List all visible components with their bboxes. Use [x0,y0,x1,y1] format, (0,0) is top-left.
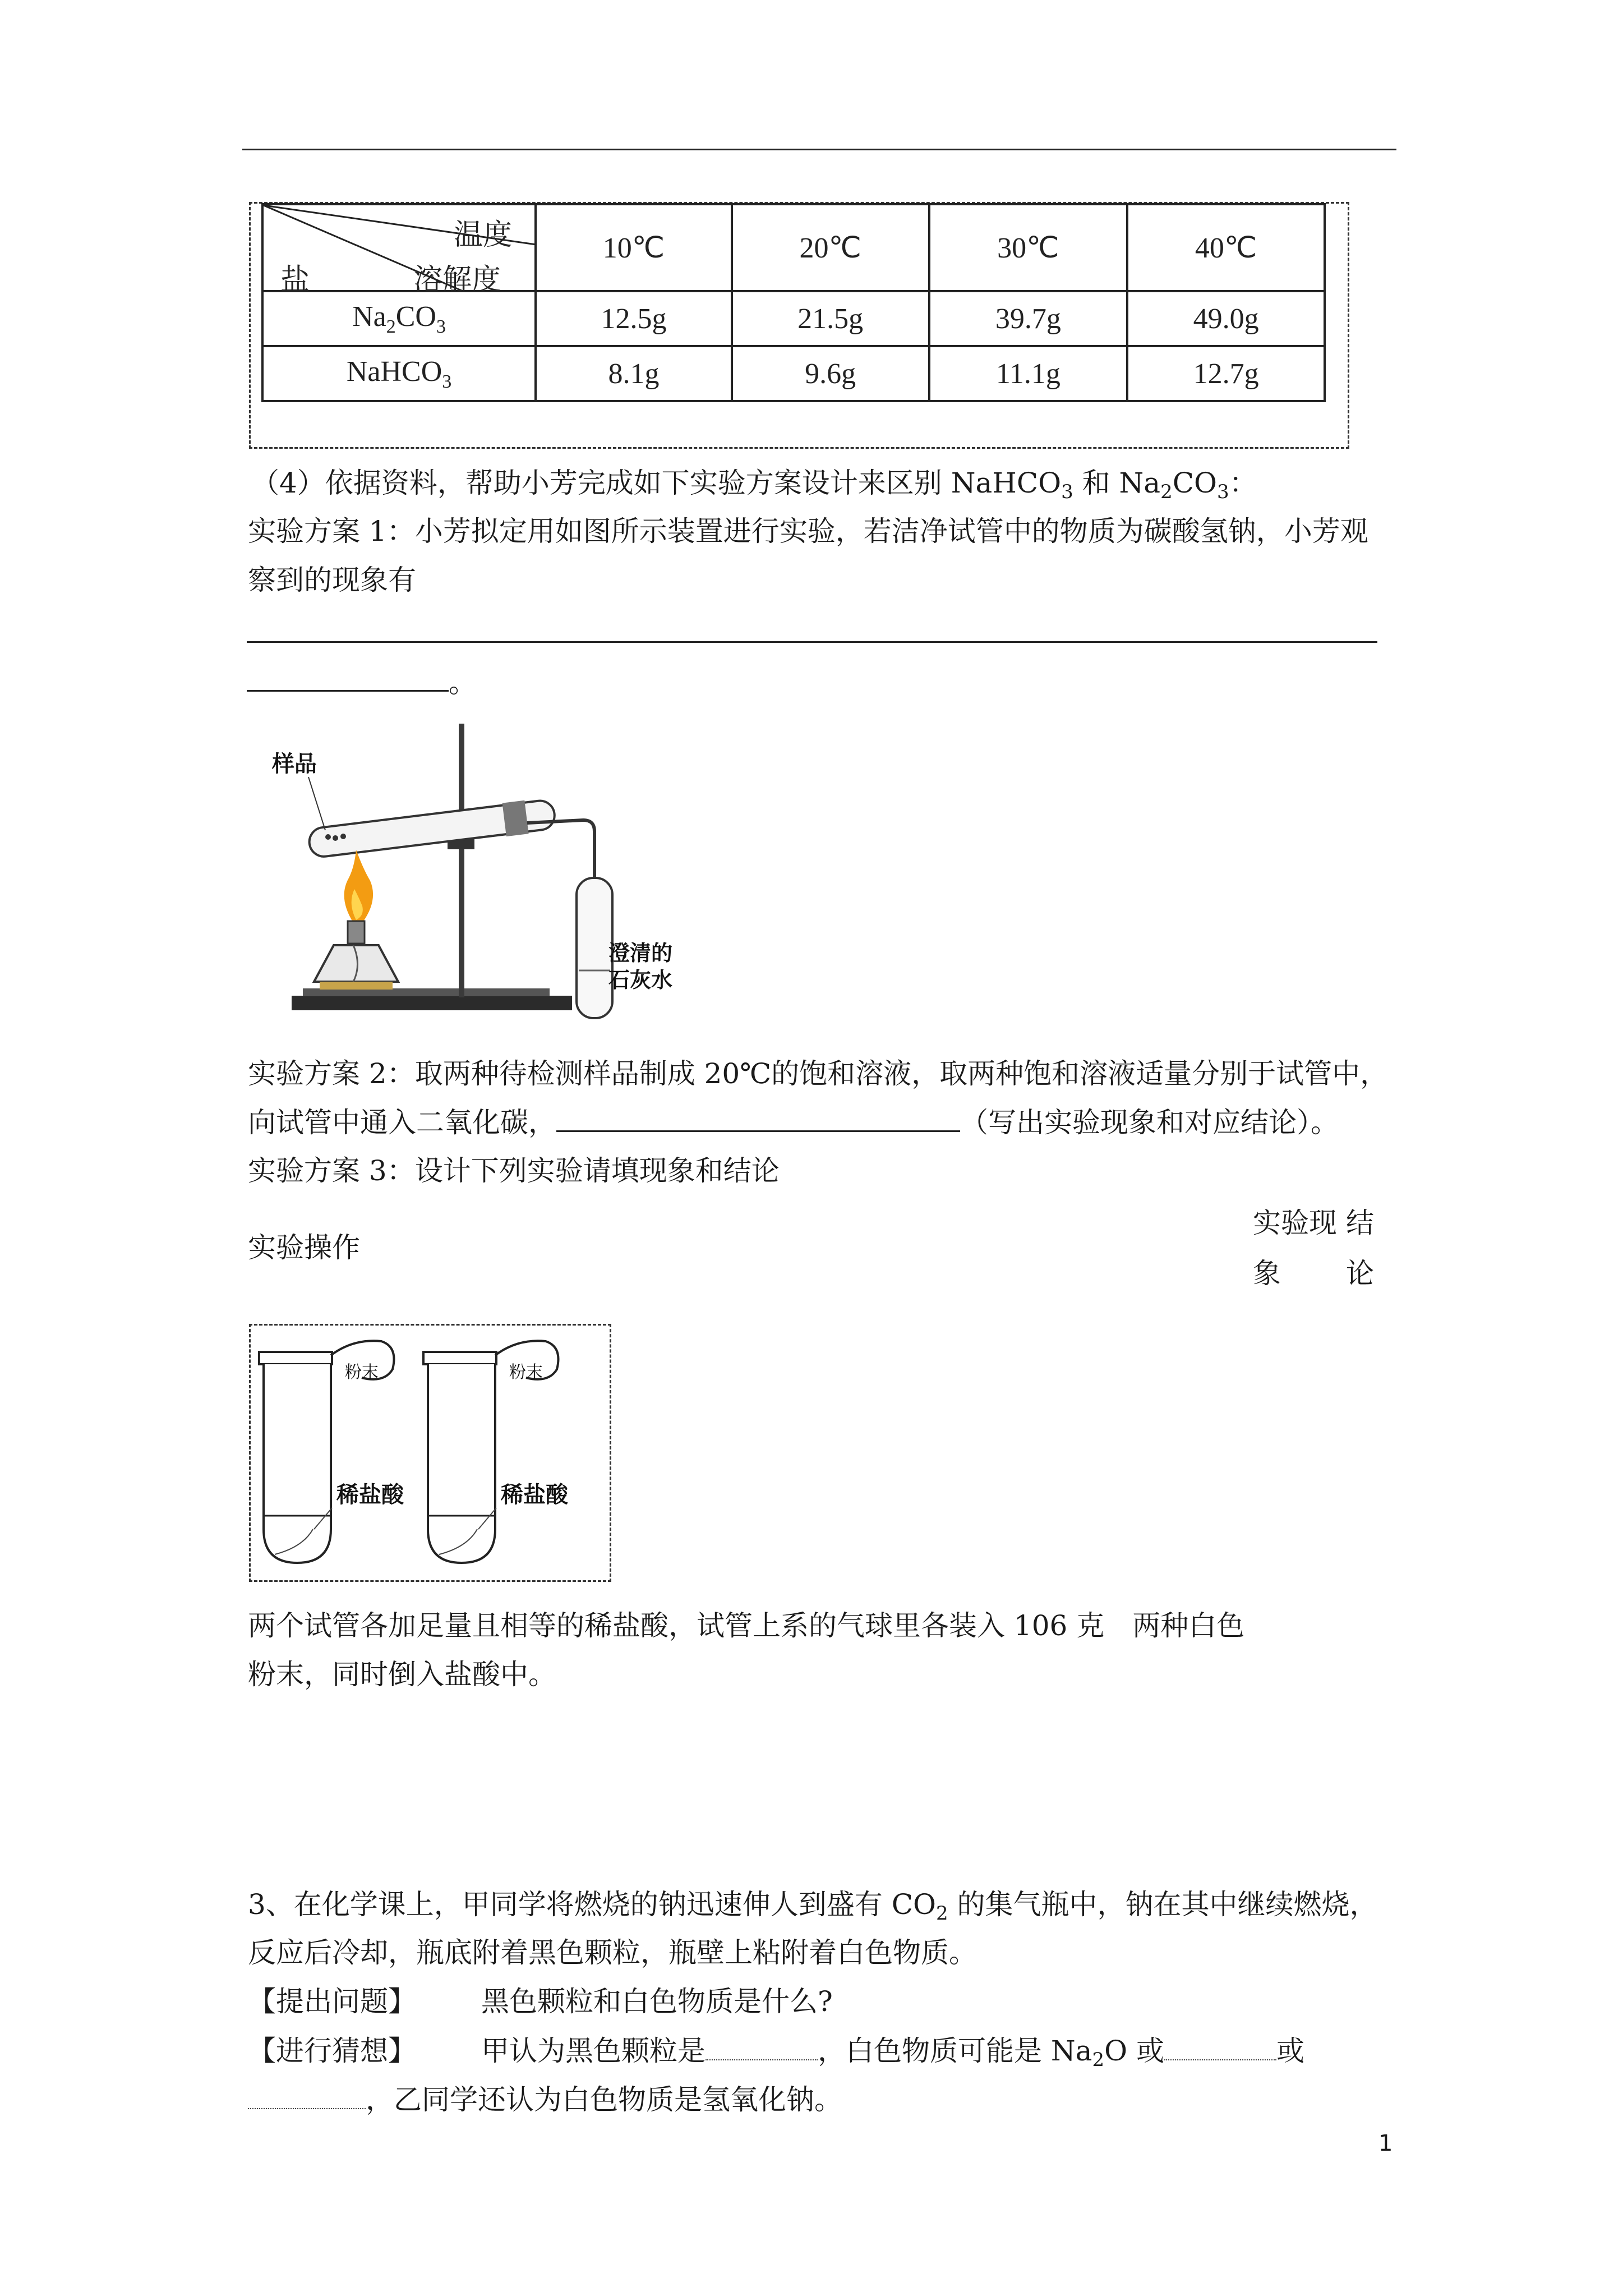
plan1-end-mark: 。 [449,666,477,699]
plan2-line2: 向试管中通入二氧化碳， （写出实验现象和对应结论）。 [248,1106,1339,1139]
header-phenomenon-2: 象 [1253,1257,1281,1290]
q3-question-text: 黑色颗粒和白色物质是什么? [481,1985,833,2018]
plan1-line2: 察到的现象有 [248,564,416,596]
temp-header: 40℃ [1127,204,1325,291]
solubility-table [261,203,1326,402]
q3-guess-text: 甲认为黑色颗粒是 ，白色物质可能是 $Na_2O$ 或 或 [481,2035,1304,2071]
acid-label: 稀盐酸 [336,1482,404,1508]
acid-label: 稀盐酸 [501,1482,568,1508]
white-substance-blank-2[interactable] [248,2086,366,2109]
header-rule [242,149,1396,150]
plan3-line1: 实验方案 3：设计下列实验请填现象和结论 [248,1154,780,1187]
table-corner-cell [262,204,536,297]
header-operation: 实验操作 [248,1231,360,1264]
value-cell: 39.7g [929,291,1128,346]
plan1-line1: 实验方案 1：小芳拟定用如图所示装置进行实验，若洁净试管中的物质为碳酸氢钠，小芳观 [248,515,1368,547]
tubes-desc-line2: 粉末，同时倒入盐酸中。 [248,1658,556,1691]
answer-blank-line[interactable] [247,641,1377,643]
salt-cell: NaHCO$_3$ [262,346,536,401]
balloon-powder-label: 粉末 [509,1363,543,1382]
value-cell: 12.7g [1127,346,1325,401]
page-number: 1 [1378,2131,1393,2156]
limewater-label-1: 澄清的 [608,941,673,965]
salt-cell: $Na_2CO_3$ [262,291,536,346]
heating-apparatus-figure [269,712,673,1027]
q3-question-label: 【提出问题】 [248,1985,416,2018]
value-cell: 9.6g [732,346,929,401]
header-conclusion-1: 结 [1346,1207,1374,1239]
tubes-balloons-figure [252,1327,609,1579]
temp-header: 20℃ [732,204,929,291]
corner-left-label: 盐 [280,263,310,297]
plan2-line1: 实验方案 2：取两种待检测样品制成 20℃的饱和溶液，取两种饱和溶液适量分别于试管中， [248,1057,1389,1090]
q3-line2: 反应后冷却，瓶底附着黑色颗粒，瓶壁上粘附着白色物质。 [248,1936,977,1969]
white-substance-blank-1[interactable] [1164,2037,1276,2060]
balloon-powder-label: 粉末 [345,1363,379,1382]
q3-line1: 3、在化学课上，甲同学将燃烧的钠迅速伸人到盛有 $CO_2$ 的集气瓶中，钠在其中继续燃烧， [248,1888,1378,1925]
temp-header: 10℃ [536,204,732,291]
value-cell: 12.5g [536,291,732,346]
corner-mid-label: 溶解度 [413,263,501,297]
limewater-label-2: 石灰水 [608,968,673,992]
temp-header: 30℃ [929,204,1128,291]
q3-last-line: ，乙同学还认为白色物质是氢氧化钠。 [248,2086,842,2114]
value-cell: 21.5g [732,291,929,346]
q3-guess-label: 【进行猜想】 [248,2035,416,2067]
value-cell: 49.0g [1127,291,1325,346]
answer-blank-short[interactable] [247,690,449,692]
header-conclusion-2: 论 [1346,1257,1374,1290]
q4-intro: （4）依据资料，帮助小芳完成如下实验方案设计来区别 NaHCO$_3$ 和 $Na_2CO_3$： [251,467,1257,503]
tubes-desc-line1: 两个试管各加足量且相等的稀盐酸，试管上系的气球里各装入 106 克 两种白色 [248,1609,1245,1642]
corner-top-label: 温度 [454,218,513,252]
value-cell: 11.1g [929,346,1128,401]
value-cell: 8.1g [536,346,732,401]
black-particle-blank[interactable] [706,2037,818,2060]
header-phenomenon-1: 实验现 [1253,1207,1337,1239]
sample-label: 样品 [272,751,317,777]
co2-answer-blank[interactable] [556,1108,960,1132]
